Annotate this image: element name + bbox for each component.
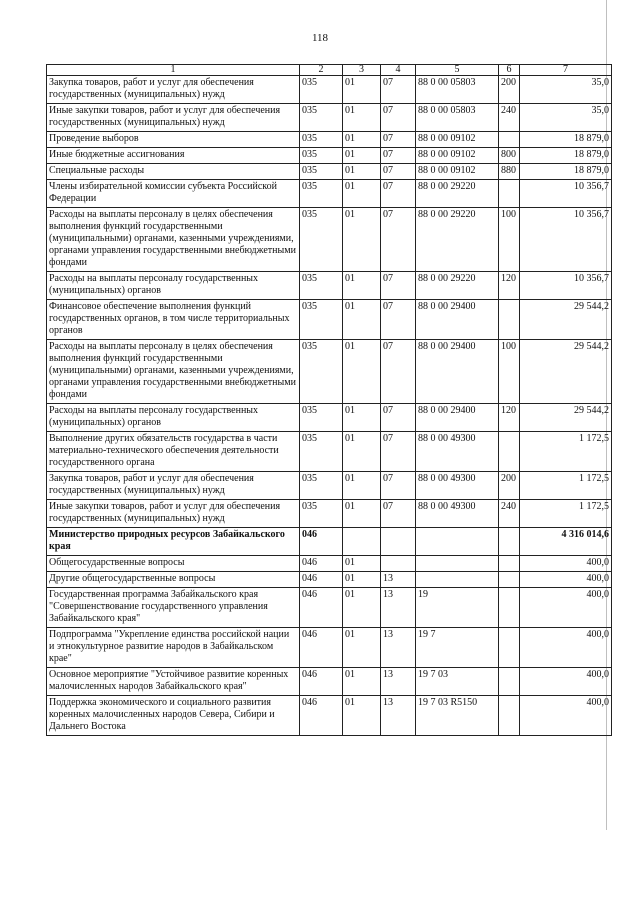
cell-admin-code: 046: [300, 528, 343, 556]
cell-name: Министерство природных ресурсов Забайкальского края: [47, 528, 300, 556]
cell-target-article: 88 0 00 49300: [416, 472, 499, 500]
cell-expense-type: [499, 528, 520, 556]
cell-target-article: 88 0 00 05803: [416, 76, 499, 104]
cell-expense-type: 120: [499, 404, 520, 432]
header-col-3: 3: [343, 65, 381, 76]
cell-name: Основное мероприятие "Устойчивое развитие коренных малочисленных народов Забайкальского края": [47, 668, 300, 696]
cell-subsection: 07: [381, 300, 416, 340]
cell-admin-code: 046: [300, 628, 343, 668]
cell-admin-code: 035: [300, 472, 343, 500]
cell-subsection: 07: [381, 180, 416, 208]
cell-section: 01: [343, 432, 381, 472]
cell-admin-code: 046: [300, 572, 343, 588]
cell-target-article: 19: [416, 588, 499, 628]
cell-expense-type: [499, 588, 520, 628]
table-row: [47, 668, 612, 696]
cell-admin-code: 035: [300, 432, 343, 472]
cell-name: Расходы на выплаты персоналу в целях обеспечения выполнения функций государственными (муниципальными) органами, казенными учреждениями, органами управления государственными внебюджетными фондами: [47, 340, 300, 404]
cell-subsection: 13: [381, 668, 416, 696]
cell-subsection: 07: [381, 272, 416, 300]
cell-admin-code: 035: [300, 300, 343, 340]
cell-subsection: 13: [381, 572, 416, 588]
cell-target-article: 88 0 00 29400: [416, 340, 499, 404]
cell-subsection: [381, 556, 416, 572]
cell-amount: 35,0: [520, 104, 612, 132]
cell-expense-type: 120: [499, 272, 520, 300]
cell-section: 01: [343, 572, 381, 588]
cell-section: 01: [343, 180, 381, 208]
cell-subsection: 07: [381, 104, 416, 132]
cell-section: 01: [343, 668, 381, 696]
table-row: [47, 208, 612, 272]
cell-target-article: 88 0 00 49300: [416, 500, 499, 528]
cell-subsection: 07: [381, 164, 416, 180]
cell-admin-code: 035: [300, 208, 343, 272]
cell-amount: 400,0: [520, 556, 612, 572]
cell-amount: 400,0: [520, 572, 612, 588]
cell-expense-type: 100: [499, 208, 520, 272]
cell-admin-code: 035: [300, 148, 343, 164]
cell-expense-type: 200: [499, 472, 520, 500]
cell-subsection: 07: [381, 208, 416, 272]
header-col-6: 6: [499, 65, 520, 76]
cell-name: Поддержка экономического и социального развития коренных малочисленных народов Севера, Сибири и Дальнего Востока: [47, 696, 300, 736]
cell-section: 01: [343, 132, 381, 148]
cell-subsection: 13: [381, 588, 416, 628]
cell-admin-code: 035: [300, 404, 343, 432]
cell-amount: 400,0: [520, 588, 612, 628]
cell-section: 01: [343, 404, 381, 432]
cell-target-article: 88 0 00 09102: [416, 132, 499, 148]
cell-target-article: 19 7 03 R5150: [416, 696, 499, 736]
cell-target-article: 88 0 00 29400: [416, 404, 499, 432]
cell-section: 01: [343, 300, 381, 340]
cell-subsection: 07: [381, 472, 416, 500]
table-row: [47, 572, 612, 588]
header-col-7: 7: [520, 65, 612, 76]
cell-admin-code: 035: [300, 180, 343, 208]
cell-expense-type: [499, 180, 520, 208]
cell-section: 01: [343, 340, 381, 404]
table-row: [47, 556, 612, 572]
cell-target-article: 88 0 00 49300: [416, 432, 499, 472]
cell-amount: 400,0: [520, 696, 612, 736]
cell-amount: 18 879,0: [520, 164, 612, 180]
cell-amount: 1 172,5: [520, 432, 612, 472]
cell-name: Закупка товаров, работ и услуг для обеспечения государственных (муниципальных) нужд: [47, 76, 300, 104]
cell-subsection: 07: [381, 432, 416, 472]
cell-amount: 400,0: [520, 628, 612, 668]
table-row: [47, 76, 612, 104]
table-row: [47, 628, 612, 668]
cell-amount: 29 544,2: [520, 340, 612, 404]
cell-name: Государственная программа Забайкальского края "Совершенствование государственного управления Забайкальского края": [47, 588, 300, 628]
cell-expense-type: 240: [499, 500, 520, 528]
table-row: [47, 472, 612, 500]
cell-target-article: 88 0 00 29220: [416, 272, 499, 300]
cell-expense-type: 240: [499, 104, 520, 132]
cell-expense-type: [499, 668, 520, 696]
cell-admin-code: 035: [300, 104, 343, 132]
table-row: [47, 432, 612, 472]
cell-name: Члены избирательной комиссии субъекта Российской Федерации: [47, 180, 300, 208]
cell-admin-code: 046: [300, 588, 343, 628]
cell-name: Выполнение других обязательств государства в части материально-технического обеспечения деятельности государственного органа: [47, 432, 300, 472]
cell-section: 01: [343, 628, 381, 668]
cell-subsection: [381, 528, 416, 556]
cell-expense-type: [499, 628, 520, 668]
cell-amount: 1 172,5: [520, 472, 612, 500]
cell-target-article: 88 0 00 29400: [416, 300, 499, 340]
cell-amount: 29 544,2: [520, 300, 612, 340]
table-row: [47, 180, 612, 208]
cell-section: 01: [343, 472, 381, 500]
cell-expense-type: [499, 696, 520, 736]
table-row: [47, 588, 612, 628]
cell-name: Расходы на выплаты персоналу государственных (муниципальных) органов: [47, 272, 300, 300]
cell-target-article: [416, 572, 499, 588]
cell-admin-code: 046: [300, 556, 343, 572]
cell-name: Другие общегосударственные вопросы: [47, 572, 300, 588]
cell-subsection: 07: [381, 132, 416, 148]
cell-section: 01: [343, 208, 381, 272]
header-col-5: 5: [416, 65, 499, 76]
cell-expense-type: [499, 132, 520, 148]
cell-subsection: 13: [381, 628, 416, 668]
cell-subsection: 07: [381, 500, 416, 528]
cell-admin-code: 035: [300, 164, 343, 180]
page-number: 118: [311, 32, 329, 44]
cell-expense-type: [499, 556, 520, 572]
cell-name: Иные бюджетные ассигнования: [47, 148, 300, 164]
cell-amount: 18 879,0: [520, 148, 612, 164]
cell-section: 01: [343, 696, 381, 736]
cell-name: Расходы на выплаты персоналу в целях обеспечения выполнения функций государственными (муниципальными) органами, казенными учреждениями, органами управления государственными внебюджетными фондами: [47, 208, 300, 272]
cell-amount: 10 356,7: [520, 208, 612, 272]
cell-target-article: [416, 528, 499, 556]
cell-section: 01: [343, 148, 381, 164]
table-row: [47, 340, 612, 404]
cell-name: Иные закупки товаров, работ и услуг для обеспечения государственных (муниципальных) нужд: [47, 104, 300, 132]
table-row: [47, 132, 612, 148]
cell-section: [343, 528, 381, 556]
header-col-1: 1: [47, 65, 300, 76]
cell-section: 01: [343, 500, 381, 528]
cell-expense-type: 800: [499, 148, 520, 164]
cell-name: Общегосударственные вопросы: [47, 556, 300, 572]
cell-amount: 10 356,7: [520, 180, 612, 208]
cell-section: 01: [343, 272, 381, 300]
cell-amount: 18 879,0: [520, 132, 612, 148]
cell-expense-type: 880: [499, 164, 520, 180]
header-col-4: 4: [381, 65, 416, 76]
cell-admin-code: 035: [300, 132, 343, 148]
table-row: [47, 104, 612, 132]
cell-expense-type: [499, 300, 520, 340]
cell-section: 01: [343, 76, 381, 104]
table-row: [47, 164, 612, 180]
cell-admin-code: 046: [300, 696, 343, 736]
cell-name: Расходы на выплаты персоналу государственных (муниципальных) органов: [47, 404, 300, 432]
cell-expense-type: [499, 572, 520, 588]
cell-section: 01: [343, 556, 381, 572]
cell-admin-code: 035: [300, 500, 343, 528]
cell-target-article: 88 0 00 09102: [416, 164, 499, 180]
budget-table: [46, 64, 612, 736]
cell-amount: 35,0: [520, 76, 612, 104]
cell-name: Специальные расходы: [47, 164, 300, 180]
table-row: [47, 528, 612, 556]
cell-section: 01: [343, 588, 381, 628]
table-row: [47, 300, 612, 340]
cell-admin-code: 046: [300, 668, 343, 696]
cell-target-article: 19 7 03: [416, 668, 499, 696]
table-row: [47, 272, 612, 300]
cell-name: Подпрограмма "Укрепление единства российской нации и этнокультурное развитие народов в Забайкальском крае": [47, 628, 300, 668]
cell-admin-code: 035: [300, 76, 343, 104]
cell-expense-type: 100: [499, 340, 520, 404]
cell-name: Закупка товаров, работ и услуг для обеспечения государственных (муниципальных) нужд: [47, 472, 300, 500]
cell-name: Проведение выборов: [47, 132, 300, 148]
header-row: [47, 65, 612, 76]
cell-amount: 29 544,2: [520, 404, 612, 432]
table-row: [47, 148, 612, 164]
cell-target-article: 19 7: [416, 628, 499, 668]
cell-target-article: 88 0 00 29220: [416, 208, 499, 272]
cell-expense-type: [499, 432, 520, 472]
cell-subsection: 07: [381, 404, 416, 432]
cell-amount: 1 172,5: [520, 500, 612, 528]
cell-name: Финансовое обеспечение выполнения функций государственных органов, в том числе территориальных органов: [47, 300, 300, 340]
table-row: [47, 500, 612, 528]
table-row: [47, 404, 612, 432]
cell-section: 01: [343, 104, 381, 132]
cell-admin-code: 035: [300, 340, 343, 404]
cell-subsection: 13: [381, 696, 416, 736]
cell-target-article: 88 0 00 09102: [416, 148, 499, 164]
cell-subsection: 07: [381, 340, 416, 404]
cell-target-article: 88 0 00 05803: [416, 104, 499, 132]
header-col-2: 2: [300, 65, 343, 76]
cell-amount: 400,0: [520, 668, 612, 696]
cell-subsection: 07: [381, 76, 416, 104]
cell-amount: 4 316 014,6: [520, 528, 612, 556]
cell-name: Иные закупки товаров, работ и услуг для обеспечения государственных (муниципальных) нужд: [47, 500, 300, 528]
cell-amount: 10 356,7: [520, 272, 612, 300]
cell-subsection: 07: [381, 148, 416, 164]
cell-admin-code: 035: [300, 272, 343, 300]
table-row: [47, 696, 612, 736]
cell-section: 01: [343, 164, 381, 180]
cell-target-article: 88 0 00 29220: [416, 180, 499, 208]
cell-target-article: [416, 556, 499, 572]
cell-expense-type: 200: [499, 76, 520, 104]
